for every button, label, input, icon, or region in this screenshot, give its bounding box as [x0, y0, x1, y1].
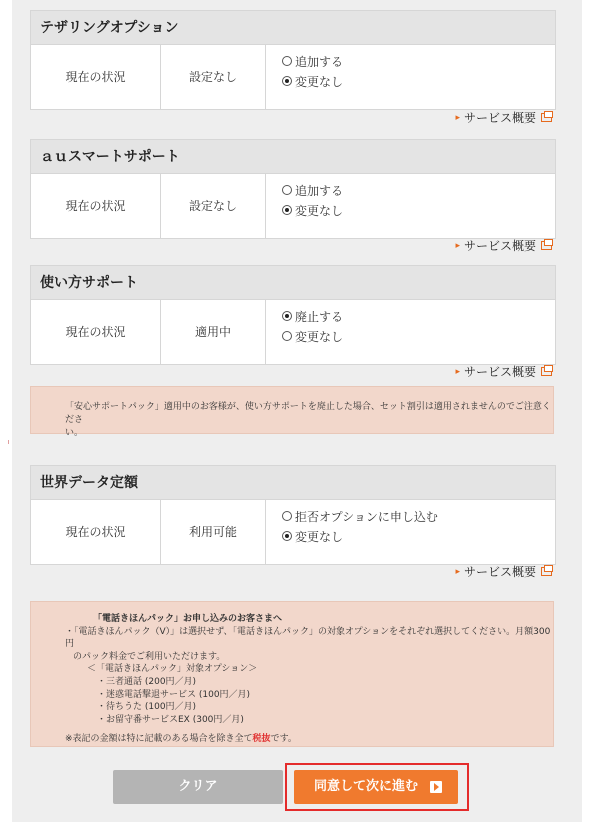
option-label: 廃止する	[295, 309, 344, 324]
option-list-item: ・迷惑電話撃退サービス (100円／月)	[97, 689, 251, 700]
service-link-label: サービス概要	[463, 239, 536, 253]
support-pack-notice	[30, 386, 554, 438]
arrow-right-icon	[430, 781, 442, 793]
status-value: 設定なし	[161, 45, 266, 109]
status-value: 設定なし	[161, 174, 266, 238]
status-label: 現在の状況	[31, 174, 161, 238]
status-row	[31, 300, 555, 364]
status-row	[31, 45, 555, 109]
option-no-change[interactable]	[266, 71, 555, 91]
option-list-item: ・待ちうた (100円／月)	[97, 702, 197, 713]
section-world-data-flat-rate	[30, 465, 556, 565]
option-label: 追加する	[295, 54, 344, 69]
radio-unchecked-icon[interactable]	[282, 511, 292, 521]
option-no-change[interactable]	[266, 326, 555, 346]
option-no-change[interactable]	[266, 526, 555, 546]
section-title: ａｕスマートサポート	[31, 140, 555, 174]
status-row	[31, 500, 555, 564]
service-overview-link[interactable]	[455, 109, 552, 126]
option-group	[266, 500, 555, 564]
tax-footnote	[65, 733, 553, 746]
service-overview-link[interactable]	[455, 363, 552, 380]
arrow-right-icon: ▸	[455, 366, 460, 377]
notice-line: ・「電話きほんパック（V）」は選択せず、「電話きほんパック」の対象オプションをそれぞれ選択してください。月額300円	[65, 626, 551, 650]
section-au-smart-support	[30, 139, 556, 239]
tax-excluded-emphasis: 税抜	[252, 734, 271, 745]
option-label: 拒否オプションに申し込む	[295, 509, 438, 524]
radio-unchecked-icon[interactable]	[282, 331, 292, 341]
section-title: 使い方サポート	[31, 266, 555, 300]
status-label: 現在の状況	[31, 45, 161, 109]
external-window-icon	[541, 113, 552, 122]
status-value: 利用可能	[161, 500, 266, 564]
notice-line: 「安心サポートパック」適用中のお客様が、使い方サポートを廃止した場合、セット割引は適用されませんのでご注意くださ	[65, 402, 551, 425]
option-add[interactable]	[266, 51, 555, 71]
footnote-text: ※表記の金額は特に記載のある場合を除き全て	[65, 734, 253, 745]
notice-line: い。	[65, 428, 84, 438]
status-label: 現在の状況	[31, 500, 161, 564]
radio-checked-icon[interactable]	[282, 205, 292, 215]
section-title: テザリングオプション	[31, 11, 555, 45]
option-label: 変更なし	[295, 529, 344, 544]
arrow-right-icon: ▸	[455, 240, 460, 251]
service-overview-link[interactable]	[455, 237, 552, 254]
option-list-item: ・お留守番サービスEX (300円／月)	[97, 714, 244, 725]
option-group	[266, 300, 555, 364]
notice-heading: 「電話きほんパック」お申し込みのお客さまへ	[93, 614, 283, 624]
section-title: 世界データ定額	[31, 466, 555, 500]
external-window-icon	[541, 241, 552, 250]
agree-and-proceed-button[interactable]	[294, 770, 458, 804]
radio-unchecked-icon[interactable]	[282, 56, 292, 66]
option-cancel[interactable]	[266, 306, 555, 326]
section-tethering-option	[30, 10, 556, 110]
radio-unchecked-icon[interactable]	[282, 185, 292, 195]
option-label: 追加する	[295, 183, 344, 198]
radio-checked-icon[interactable]	[282, 531, 292, 541]
service-link-label: サービス概要	[463, 365, 536, 379]
option-group	[266, 45, 555, 109]
clear-button[interactable]: クリア	[113, 770, 283, 804]
status-label: 現在の状況	[31, 300, 161, 364]
option-no-change[interactable]	[266, 200, 555, 220]
basic-call-pack-notice	[30, 601, 554, 747]
option-reject[interactable]	[266, 506, 555, 526]
section-usage-support	[30, 265, 556, 365]
status-row	[31, 174, 555, 238]
radio-checked-icon[interactable]	[282, 76, 292, 86]
option-label: 変更なし	[295, 329, 344, 344]
option-add[interactable]	[266, 180, 555, 200]
status-value: 適用中	[161, 300, 266, 364]
service-overview-link[interactable]	[455, 563, 552, 580]
radio-checked-icon[interactable]	[282, 311, 292, 321]
external-window-icon	[541, 367, 552, 376]
arrow-right-icon: ▸	[455, 112, 460, 123]
service-link-label: サービス概要	[463, 565, 536, 579]
option-list-item: ・三者通話 (200円／月)	[97, 676, 197, 687]
divider-mark	[8, 440, 9, 444]
arrow-right-icon: ▸	[455, 566, 460, 577]
button-label: 同意して次に進む	[314, 779, 419, 794]
service-link-label: サービス概要	[463, 111, 536, 125]
options-subheading: ＜「電話きほんパック」対象オプション＞	[87, 664, 258, 675]
footnote-text: です。	[270, 734, 297, 745]
option-label: 変更なし	[295, 203, 344, 218]
option-label: 変更なし	[295, 74, 344, 89]
external-window-icon	[541, 567, 552, 576]
notice-line: のパック料金でご利用いただけます。	[73, 651, 226, 662]
option-group	[266, 174, 555, 238]
